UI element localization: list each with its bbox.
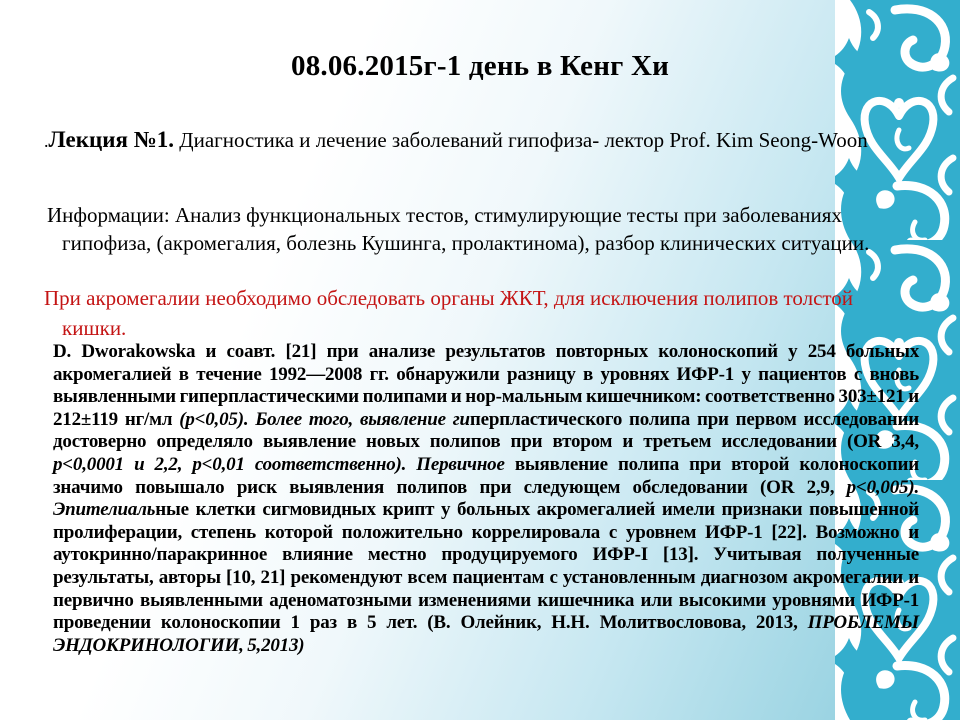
lecture-number-label: Лекция №1. (48, 127, 175, 152)
slide-title: 08.06.2015г-1 день в Кенг Хи (291, 50, 669, 82)
stray-period: . (44, 131, 49, 151)
info-paragraph: Информации: Анализ функциональных тестов, стимулирующие тесты при заболеваниях гипофиза, (акромегалия, болезнь Кушинга, пролактинома), разбор клинических ситуации. (47, 203, 870, 255)
lecture-title-text: Диагностика и лечение заболеваний гипофиза- лектор Prof. Kim Seong-Woon (174, 128, 868, 152)
lecture-heading (44, 126, 916, 155)
body-paragraph: D. Dworakowska и соавт. [21] при анализе результатов повторных колоноскопий у 254 больных акромегалией в течение 1992—2008 гг. обнаружили разницу в уровнях ИФР-1 у пациентов с вновь выявленными гиперпластическими полипами и нор-мальным кишечником: соответственно 303±121 и 212±119 нг/мл (р<0,05). Более того, выявление гиперпластического полипа при первом исследовании достоверно определяло выявление новых полипов при втором и третьем исследовании (OR 3,4, р<0,0001 и 2,2, р<0,01 соответственно). Первичное выявление полипа при второй колоноскопии значимо повышало риск выявления полипов при следующем обследовании (OR 2,9, р<0,005). Эпителиальные клетки сигмовидных крипт у больных акромегалией имели признаки повышенной пролиферации, степень которой положительно коррелировала с уровнем ИФР-1 [22]. Возможно и аутокринно/паракринное влияние местно продуцируемого ИФР-I [13]. Учитывая полученные результаты, авторы [10, 21] рекомендуют всем пациентам с установленным диагнозом акромегалии и первично выявленными аденоматозными изменениями кишечника или высокими уровнями ИФР-1 проведении колоноскопии 1 раз в 5 лет. (В. Олейник, Н.Н. Молитвословова, 2013, ПРОБЛЕМЫ ЭНДОКРИНОЛОГИИ, 5,2013) (53, 341, 919, 656)
warning-text: При акромегалии необходимо обследовать органы ЖКТ, для исключения полипов толстой кишки. (44, 286, 854, 340)
